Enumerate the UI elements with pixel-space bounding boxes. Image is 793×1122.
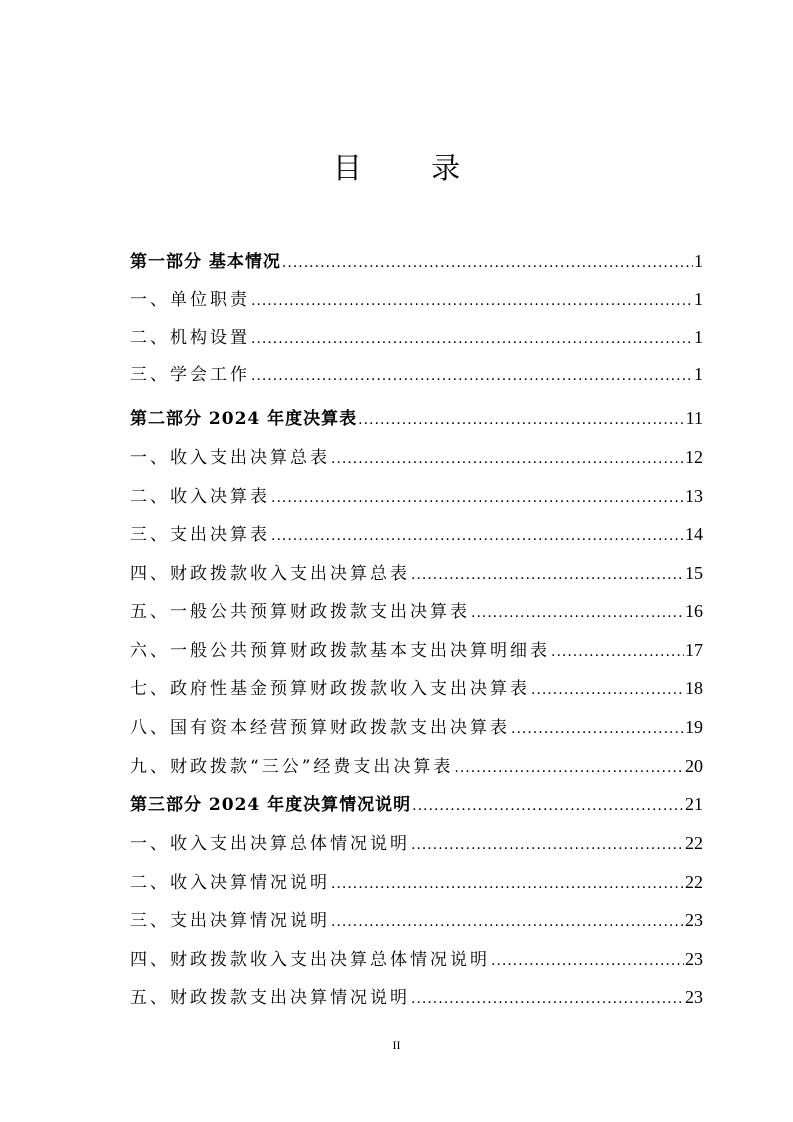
toc-dot-leader [251,286,693,316]
toc-entry[interactable] [130,519,703,549]
toc-entry[interactable] [130,982,703,1012]
toc-dot-leader [411,830,684,860]
toc-entry-label: 七、政府性基金预算财政拨款收入支出决算表 [130,679,530,699]
toc-entry-page: 1 [694,251,703,271]
toc-entry-page: 12 [685,447,703,467]
toc-entry[interactable] [130,635,703,665]
toc-entry-page: 1 [694,289,703,309]
toc-entry-label: 四、财政拨款收入支出决算总表 [130,564,410,584]
toc-dot-leader [282,248,693,278]
toc-entry-page: 19 [685,717,703,737]
toc-entry-label: 三、支出决算情况说明 [130,911,330,931]
toc-entry-label: 第二部分 2024 年度决算表 [130,409,358,429]
toc-dot-leader [411,560,684,590]
toc-entry[interactable] [130,596,703,626]
toc-entry-page: 1 [694,364,703,384]
toc-dot-leader [331,444,684,474]
toc-entry[interactable] [130,442,703,472]
toc-entry[interactable] [130,322,703,352]
toc-entry-page: 23 [685,987,703,1007]
toc-entry-label: 第一部分 基本情况 [130,252,281,272]
toc-entry[interactable] [130,751,703,781]
toc-dot-leader [454,753,684,783]
toc-dot-leader [331,907,684,937]
toc-entry-label: 九、财政拨款“三公”经费支出决算表 [130,757,454,777]
toc-entry[interactable] [130,481,703,511]
toc-dot-leader [271,483,684,513]
toc-entry-page: 18 [685,678,703,698]
toc-entry-page: 21 [685,794,703,814]
toc-entry-page: 11 [685,408,703,428]
toc-entry[interactable] [130,246,703,276]
toc-entry-page: 16 [685,601,703,621]
toc-entry-label: 一、收入支出决算总体情况说明 [130,834,410,854]
toc-entry[interactable] [130,284,703,314]
page-number: II [392,1038,401,1052]
toc-entry[interactable] [130,944,703,974]
toc-dot-leader [412,791,684,821]
toc-entry-label: 四、财政拨款收入支出决算总体情况说明 [130,950,490,970]
toc-dot-leader [411,984,684,1014]
toc-entry-page: 22 [685,833,703,853]
toc-entry-label: 五、一般公共预算财政拨款支出决算表 [130,602,470,622]
toc-entry-page: 23 [685,949,703,969]
toc-entry-label: 二、机构设置 [130,328,250,348]
toc-entry[interactable] [130,828,703,858]
toc-entry-page: 15 [685,563,703,583]
toc-dot-leader [251,361,693,391]
toc-entry-label: 二、收入决算表 [130,487,270,507]
toc-dot-leader [531,675,684,705]
toc-entry-page: 1 [694,327,703,347]
toc-entry[interactable] [130,905,703,935]
toc-dot-leader [491,946,684,976]
toc-dot-leader [251,324,693,354]
toc-entry[interactable] [130,359,703,389]
toc-dot-leader [511,714,684,744]
toc-entry-page: 17 [685,640,703,660]
toc-entry-label: 八、国有资本经营预算财政拨款支出决算表 [130,718,510,738]
toc-entry-label: 五、财政拨款支出决算情况说明 [130,988,410,1008]
toc-entry-page: 23 [685,910,703,930]
toc-dot-leader [551,637,684,667]
toc-entry[interactable] [130,673,703,703]
toc-entry-label: 三、学会工作 [130,365,250,385]
toc-entry-label: 三、支出决算表 [130,525,270,545]
toc-dot-leader [471,598,684,628]
toc-entry[interactable] [130,867,703,897]
toc-entry-page: 20 [685,756,703,776]
toc-entry-label: 六、一般公共预算财政拨款基本支出决算明细表 [130,641,550,661]
toc-entry[interactable] [130,403,703,433]
toc-entry-page: 13 [685,486,703,506]
toc-entry-label: 一、单位职责 [130,290,250,310]
toc-entry[interactable] [130,789,703,819]
page-title: 目 录 [332,151,491,185]
toc-entry-label: 第三部分 2024 年度决算情况说明 [130,795,412,815]
toc-entry-label: 二、收入决算情况说明 [130,873,330,893]
toc-entry-page: 14 [685,524,703,544]
toc-dot-leader [271,521,684,551]
toc-entry[interactable] [130,712,703,742]
toc-entry-page: 22 [685,872,703,892]
toc-dot-leader [358,405,685,435]
toc-entry[interactable] [130,558,703,588]
toc-dot-leader [331,869,684,899]
toc-entry-label: 一、收入支出决算总表 [130,448,330,468]
